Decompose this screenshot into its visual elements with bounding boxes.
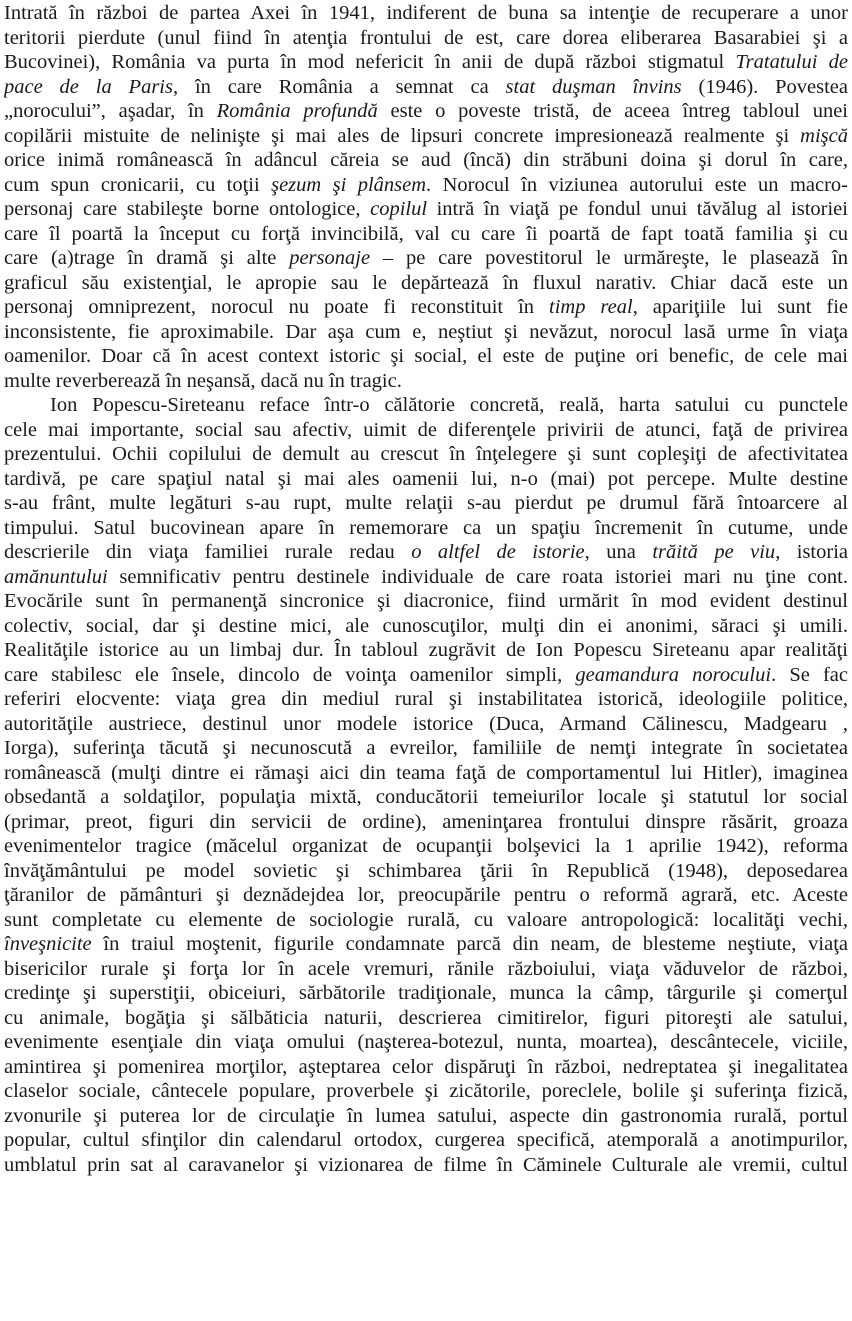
text-line: [4, 222, 848, 247]
text-run: evenimente esenţiale din viaţa omului (naşterea-botezul, nunta, moartea), descântecele, viciile,: [4, 1031, 848, 1053]
text-run: amintirea şi pomenirea morţilor, aşteptarea celor dispăruţi în război, nedreptatea şi inegalitatea: [4, 1055, 848, 1078]
text-run: Bucovinei), România va purta în mod nefericit în anii de după război stigmatul: [4, 51, 736, 73]
text-run: semnificativ pentru destinele individuale de care roata istoriei mari nu ţine cont.: [107, 565, 848, 588]
text-run: descrierile din viaţa familiei rurale redau: [4, 541, 412, 563]
text-line: [4, 981, 848, 1006]
text-run: cum spun cronicarii, cu toţii: [4, 173, 272, 196]
text-line: [4, 932, 848, 957]
text-line: [4, 99, 848, 124]
text-run: învăţământului pe model sovietic şi schimbarea ţării în Republică (1948), deposedarea: [4, 859, 848, 882]
italic-text-run: trăită pe viu: [652, 541, 776, 563]
text-run: este o poveste tristă, de aceea întreg tabloul unei: [377, 100, 848, 122]
text-run: multe reverberează în neşansă, dacă nu în tragic.: [4, 369, 402, 392]
italic-text-run: personaje: [289, 247, 371, 269]
italic-text-run: România profundă: [216, 100, 378, 122]
text-line: [4, 467, 848, 492]
text-run: colectiv, social, dar şi destine mici, ale cunoscuţilor, mulţi din ei anonimi, săraci şi umili.: [4, 614, 848, 637]
text-line: [4, 295, 848, 320]
text-run: Iorga), suferinţa tăcută şi necunoscută a evreilor, familiile de nemţi integrate în societatea: [4, 737, 848, 759]
text-run: , în care România a semnat ca: [172, 75, 506, 98]
text-line: [4, 540, 848, 565]
text-line: [4, 75, 848, 100]
italic-text-run: copilul: [370, 198, 428, 220]
text-run: „norocului”, aşadar, în: [4, 100, 217, 122]
text-line: [4, 442, 848, 467]
italic-text-run: şezum şi plânsem: [271, 173, 427, 196]
text-line: [4, 516, 848, 541]
text-run: , una: [584, 541, 653, 563]
italic-text-run: o altfel de istorie: [411, 541, 585, 563]
italic-text-run: pace de la Paris: [4, 75, 173, 98]
text-run: . Se fac: [771, 663, 848, 686]
text-run: obsedantă a soldaţilor, populaţia mixtă, conducătorii temeiurilor locale şi statutul lor social: [4, 786, 848, 808]
text-run: credinţe şi superstiţii, obiceiuri, sărbătorile tradiţionale, munca la câmp, târgurile şi comerţul: [4, 982, 848, 1004]
text-run: care (a)trage în dramă şi alte: [4, 247, 290, 269]
text-line: [4, 785, 848, 810]
text-line: [4, 957, 848, 982]
text-line: [4, 810, 848, 835]
text-line: [4, 173, 848, 198]
text-line: [4, 491, 848, 516]
italic-text-run: geamandura norocului: [575, 663, 772, 686]
text-run: personaj omniprezent, norocul nu poate fi reconstituit în: [4, 296, 550, 318]
text-run: , istoria: [775, 541, 848, 563]
document-page: [0, 1, 852, 1321]
text-run: – pe care povestitorul le urmăreşte, le plasează în: [370, 247, 848, 269]
text-line: [4, 320, 848, 345]
text-run: prezentului. Ochii copilului de demult au crescut în înţelegere şi sunt copleşiţi de afectivitatea: [4, 443, 848, 465]
text-line: [4, 344, 848, 369]
text-line: [4, 148, 848, 173]
text-run: referiri elocvente: viaţa grea din mediul rural şi instabilitatea istorică, ideologiile politice,: [4, 688, 848, 710]
text-line: [4, 50, 848, 75]
text-line: [4, 638, 848, 663]
text-run: care îl poartă la început cu forţă invincibilă, val cu care îi poartă de fapt toată familia şi cu: [4, 222, 848, 245]
text-run: (1946). Povestea: [681, 75, 848, 98]
text-line: [4, 761, 848, 786]
text-run: , apariţiile lui sunt fie: [632, 296, 848, 318]
text-run: tardivă, pe care spaţiul natal şi mai ales oamenii lui, n-o (mai) pot percepe. Multe destine: [4, 467, 848, 490]
text-line: [4, 197, 848, 222]
text-line: [4, 418, 848, 443]
text-run: care stabilesc ele însele, dincolo de voinţa oamenilor simpli,: [4, 663, 576, 686]
text-run: Intrată în război de partea Axei în 1941, indiferent de buna sa intenţie de recuperare a unor: [4, 2, 848, 24]
italic-text-run: mişcă: [800, 124, 848, 147]
italic-text-run: Tratatului de: [735, 51, 848, 73]
text-run: personaj care stabileşte borne ontologice,: [4, 198, 371, 220]
text-line: [4, 1030, 848, 1055]
text-run: românească (mulţi dintre ei rămaşi aici din teama faţă de comportamentul lui Hitler), imaginea: [4, 761, 848, 784]
text-run: teritorii pierdute (unul fiind în atenţia frontului de est, care dorea eliberarea Basarabiei şi a: [4, 26, 848, 49]
text-run: Ion Popescu-Sireteanu reface într-o călătorie concretă, reală, harta satului cu punctele: [50, 394, 848, 416]
text-run: inconsistente, fie aproximabile. Dar aşa cum e, neştiut şi nevăzut, norocul lasă urme în viaţa: [4, 320, 848, 343]
text-line: [4, 1079, 848, 1104]
text-line: [4, 1055, 848, 1080]
italic-text-run: stat duşman învins: [505, 75, 682, 98]
text-line: [4, 687, 848, 712]
text-line: [4, 1006, 848, 1031]
text-run: claselor sociale, cântecele populare, proverbele şi zicătorile, poreclele, bolile şi suferinţa fizică,: [4, 1080, 848, 1102]
text-run: autorităţile austriece, destinul unor modele istorice (Duca, Armand Călinescu, Madgearu ,: [4, 712, 848, 735]
text-run: în traiul moştenit, figurile condamnate parcă din neam, de blesteme neştiute, viaţa: [91, 933, 848, 955]
text-line: [4, 589, 848, 614]
text-line: [4, 883, 848, 908]
text-line: [4, 565, 848, 590]
text-run: popular, cultul sfinţilor din calendarul ortodox, curgerea specifică, atemporală a anotimpurilor,: [4, 1129, 848, 1151]
paragraph-2: [4, 393, 848, 1177]
text-run: cu animale, bogăţia şi sălbăticia naturii, descrierea cimitirelor, figuri pitoreşti ale satului,: [4, 1006, 848, 1029]
text-line: [4, 834, 848, 859]
text-line: [4, 246, 848, 271]
text-run: graficul său existenţial, le apropie sau le depărtează în fluxul narativ. Chiar dacă este un: [4, 271, 848, 294]
text-line: [4, 736, 848, 761]
text-run: evenimentelor tragice (măcelul organizat de ocupanţii bolşevici la 1 aprilie 1942), reforma: [4, 835, 848, 857]
text-run: s-au frânt, multe legături s-au rupt, multe relaţii s-au pierdut pe drumul fără întoarcere al: [4, 492, 848, 514]
italic-text-run: timp real: [549, 296, 633, 318]
text-run: oamenilor. Doar că în acest context istoric şi social, el este de puţine ori benefic, de cele mai: [4, 345, 848, 367]
text-line: [4, 614, 848, 639]
text-run: intră în viaţă pe fondul unui tăvălug al istoriei: [427, 198, 848, 220]
text-line: [4, 124, 848, 149]
text-line: [4, 26, 848, 51]
text-run: bisericilor rurale şi forţa lor în acele vremuri, rănile războiului, viaţa văduvelor de război,: [4, 957, 848, 980]
text-run: sunt completate cu elemente de sociologie rurală, cu valoare antropologică: localităţi vechi,: [4, 908, 848, 931]
text-line: [4, 369, 848, 394]
text-line: [4, 1, 848, 26]
text-line: [4, 1128, 848, 1153]
text-run: ţăranilor de pământuri şi deznădejdea lor, preocupările pentru o reformă agrară, etc. Aceste: [4, 884, 848, 906]
text-line: [4, 859, 848, 884]
text-run: umblatul prin sat al caravanelor şi vizionarea de filme în Căminele Culturale ale vremii, cultul: [4, 1153, 848, 1176]
text-line: [4, 393, 848, 418]
text-line: [4, 271, 848, 296]
text-line: [4, 908, 848, 933]
text-run: (primar, preot, figuri din servicii de ordine), ameninţarea frontului dinspre răsărit, groaza: [4, 810, 848, 833]
text-run: zvonurile şi puterea lor de circulaţie în lumea satului, aspecte din gastronomia rurală, portul: [4, 1104, 848, 1127]
text-line: [4, 1153, 848, 1178]
text-line: [4, 1104, 848, 1129]
text-run: copilării mistuite de nelinişte şi mai ales de lipsuri concrete impresionează realmente şi: [4, 124, 801, 147]
text-line: [4, 712, 848, 737]
text-run: cele mai importante, social sau afectiv, uimit de diferenţele privirii de atunci, faţă de privirea: [4, 418, 848, 441]
text-run: Realităţile istorice au un limbaj dur. În tabloul zugrăvit de Ion Popescu Sireteanu apar realităţi: [4, 639, 848, 661]
text-run: . Norocul în viziunea autorului este un macro-: [426, 173, 848, 196]
text-run: orice inimă românească în adâncul căreia se aud (încă) din străbuni doina şi dorul în care,: [4, 149, 848, 171]
text-line: [4, 663, 848, 688]
text-run: timpului. Satul bucovinean apare în rememorare ca un spaţiu încremenit în cutume, unde: [4, 516, 848, 539]
italic-text-run: înveşnicite: [4, 933, 92, 955]
text-run: Evocările sunt în permanenţă sincronice şi diacronice, fiind urmărit în mod evident destinul: [4, 590, 848, 612]
paragraph-1: [4, 1, 848, 393]
italic-text-run: amănuntului: [4, 565, 108, 588]
